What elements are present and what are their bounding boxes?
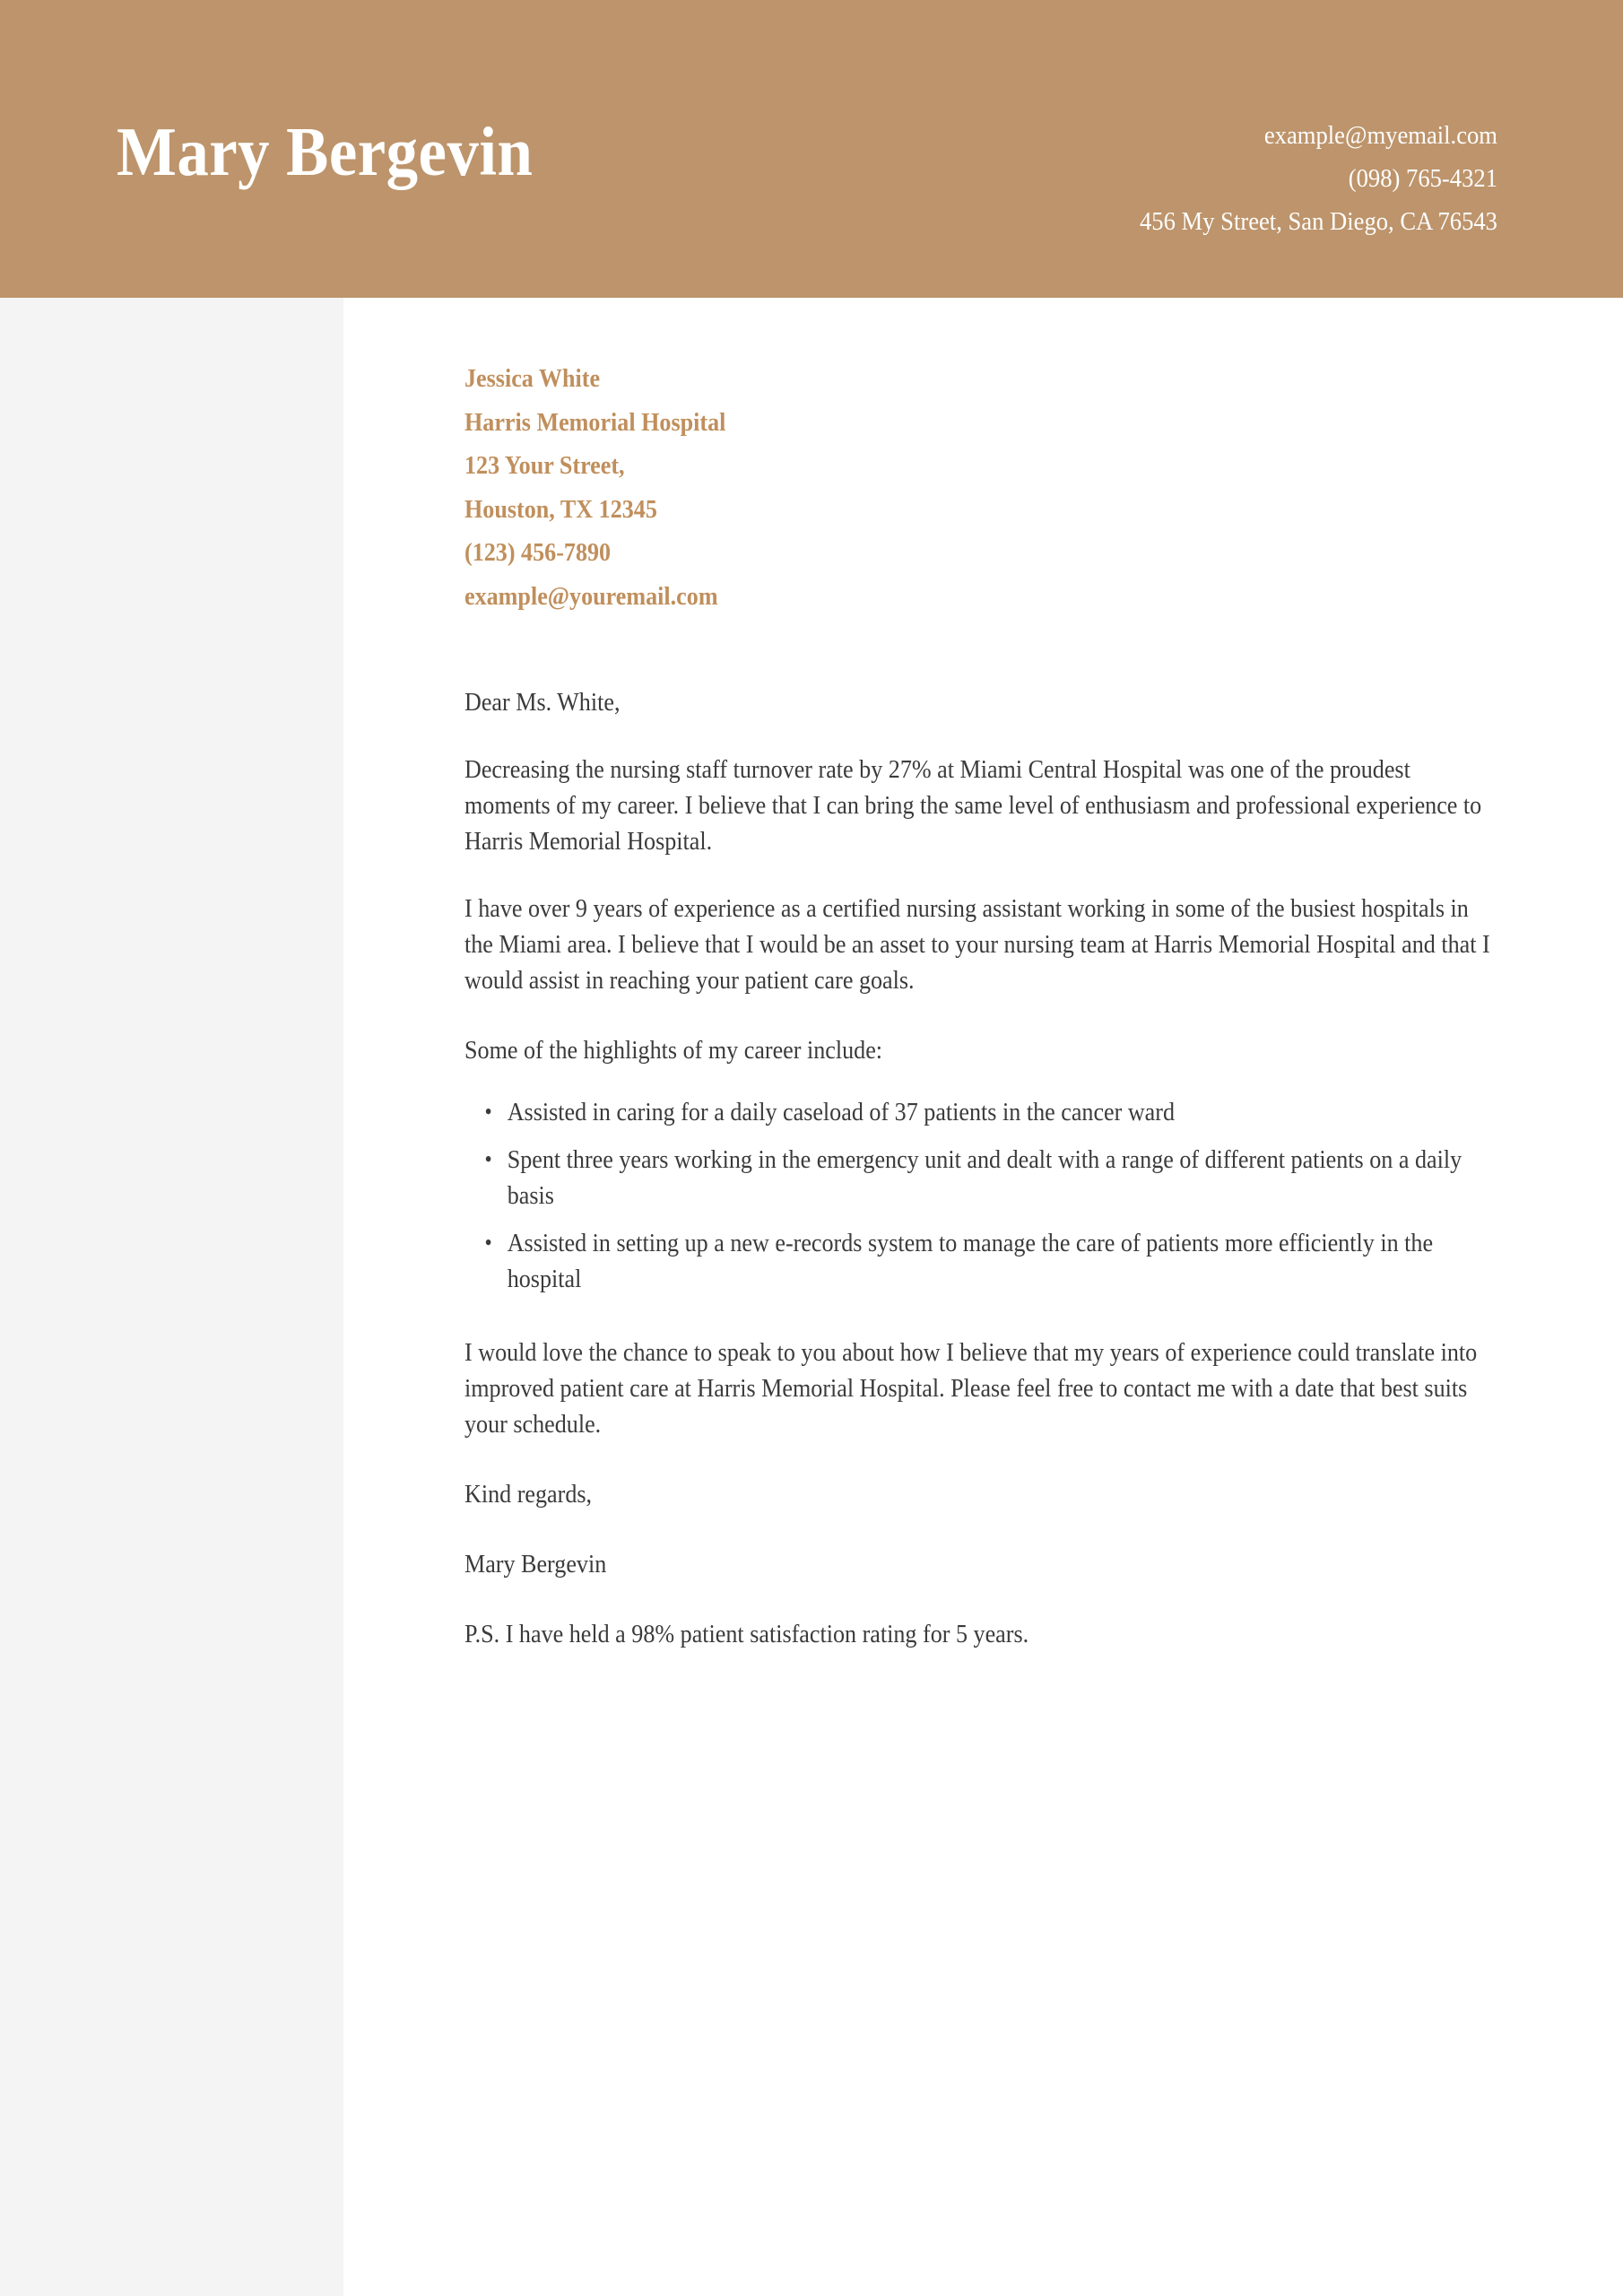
list-item <box>485 1094 1501 1130</box>
letter-body <box>464 357 1500 1678</box>
applicant-phone: (098) 765-4321 <box>1348 165 1497 193</box>
applicant-email: example@myemail.com <box>1263 122 1497 150</box>
bullet-point-icon: • <box>484 1099 492 1125</box>
recipient-address-block <box>464 357 1397 618</box>
list-item-text: Spent three years working in the emergency unit and dealt with a range of different patients on a daily basis <box>507 1145 1462 1210</box>
letter-closing-paragraph: I would love the chance to speak to you about how I believe that my years of experience could translate into improved patient care at Harris Memorial Hospital. Please feel free to contact me with a date that best suits your schedule. <box>464 1338 1478 1439</box>
career-highlights-list <box>464 1094 1501 1297</box>
letter-paragraph-1: Decreasing the nursing staff turnover rate by 27% at Miami Central Hospital was one of the proudest moments of my career. I believe that I can bring the same level of enthusiasm and professional experience to Harris Memorial Hospital. <box>464 755 1482 856</box>
recipient-street: 123 Your Street, <box>464 451 625 480</box>
list-item <box>485 1142 1501 1213</box>
recipient-city-state-zip: Houston, TX 12345 <box>464 494 657 524</box>
recipient-organization: Harris Memorial Hospital <box>464 407 726 437</box>
letter-salutation: Dear Ms. White, <box>464 688 621 717</box>
bullet-point-icon: • <box>484 1230 492 1256</box>
letter-signature-name: Mary Bergevin <box>464 1550 607 1578</box>
letterhead-header-band <box>0 0 1623 298</box>
letter-signoff: Kind regards, <box>464 1480 593 1509</box>
recipient-name: Jessica White <box>464 364 601 393</box>
list-item <box>485 1225 1501 1297</box>
recipient-email: example@youremail.com <box>464 581 718 611</box>
applicant-address: 456 My Street, San Diego, CA 76543 <box>1140 208 1497 236</box>
list-item-text: Assisted in caring for a daily caseload of 37 patients in the cancer ward <box>507 1098 1176 1126</box>
letter-postscript: P.S. I have held a 98% patient satisfaction rating for 5 years. <box>464 1620 1029 1648</box>
applicant-name: Mary Bergevin <box>117 113 534 190</box>
applicant-contact-block <box>1121 115 1497 244</box>
highlights-intro: Some of the highlights of my career include: <box>464 1036 883 1065</box>
left-accent-strip <box>0 298 343 2296</box>
recipient-phone: (123) 456-7890 <box>464 538 612 567</box>
bullet-point-icon: • <box>484 1146 492 1172</box>
list-item-text: Assisted in setting up a new e-records system to manage the care of patients more efficiently in the hospital <box>507 1229 1434 1293</box>
letter-paragraph-2: I have over 9 years of experience as a certified nursing assistant working in some of the busiest hospitals in the Miami area. I believe that I would be an asset to your nursing team at Harris Memorial Hospital and that I would assist in reaching your patient care goals. <box>464 894 1490 995</box>
